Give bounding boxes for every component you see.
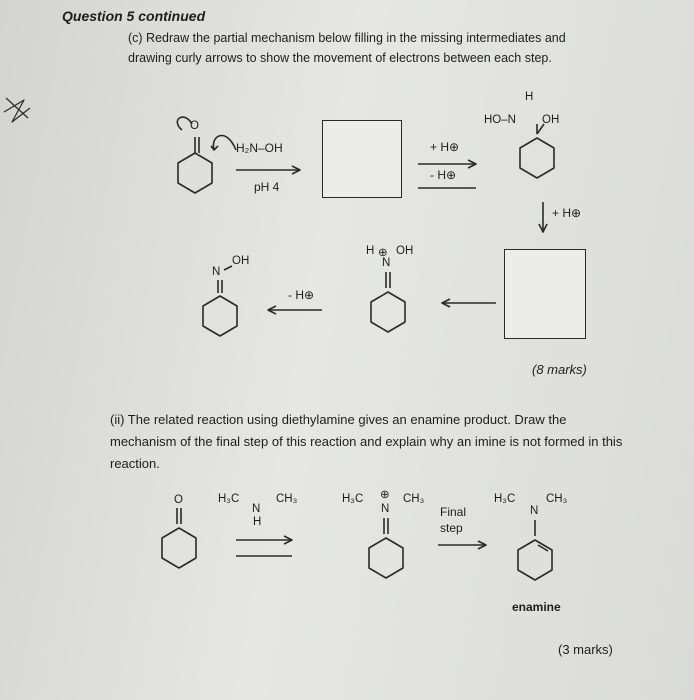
- adduct-ho-n: HO–N: [484, 114, 516, 126]
- iminium-n: N: [382, 257, 391, 269]
- iminium2-ring: [369, 538, 403, 578]
- curly-arrow-from-amine: [211, 136, 236, 150]
- part-c-instructions: (c) Redraw the partial mechanism below filling in the missing intermediates and drawing curly arrows to show the movement of electrons between each step.: [128, 31, 566, 65]
- amine-n: N: [252, 503, 261, 515]
- minus-h-oxime-label: - H⊕: [288, 288, 315, 302]
- iminium2-ch3: CH₃: [403, 493, 425, 505]
- amine-ch3: CH₃: [276, 493, 298, 505]
- enamine-h3c: H₃C: [494, 493, 516, 505]
- iminium2-charge: ⊕: [380, 489, 390, 501]
- enamine-n: N: [530, 505, 539, 517]
- enamine-ring: [518, 540, 552, 580]
- iminium-charge: ⊕: [378, 247, 388, 259]
- plus-h-label: + H⊕: [430, 140, 460, 154]
- part-ii-marks: (3 marks): [558, 642, 613, 657]
- enamine-ch3: CH₃: [546, 493, 568, 505]
- final-step-label: Final step: [440, 505, 467, 535]
- iminium-ring: [371, 292, 405, 332]
- answer-box-intermediate-2[interactable]: [504, 249, 586, 339]
- part-c-marks: (8 marks): [532, 362, 587, 377]
- condition-label: pH 4: [254, 180, 280, 194]
- iminium2-n: N: [381, 503, 390, 515]
- amine-h3c: H₃C: [218, 493, 240, 505]
- ketone2-oxygen: O: [174, 494, 183, 506]
- ketone2-ring: [162, 528, 196, 568]
- iminium2-h3c: H₃C: [342, 493, 364, 505]
- question-heading: Question 5 continued: [62, 8, 206, 24]
- oxime-n-o: [224, 266, 232, 270]
- iminium-h: H: [366, 245, 375, 257]
- adduct-ring: [520, 138, 554, 178]
- oxime-ring: [203, 296, 237, 336]
- amine-h: H: [253, 516, 262, 528]
- ketone-oxygen: O: [190, 120, 199, 132]
- enamine-label: enamine: [512, 600, 561, 614]
- cyclohexanone-ring: [178, 153, 212, 193]
- adduct-oh: OH: [542, 114, 560, 126]
- reagent-label: H₂N–OH: [236, 141, 283, 155]
- oxime-oh: OH: [232, 255, 250, 267]
- iminium-oh: OH: [396, 245, 414, 257]
- adduct-n-h: H: [525, 91, 534, 103]
- plus-h-down-label: + H⊕: [552, 206, 582, 220]
- minus-h-label: - H⊕: [430, 168, 457, 182]
- margin-scribble: [4, 98, 30, 122]
- oxime-n: N: [212, 266, 221, 278]
- part-ii-instructions: (ii) The related reaction using diethylamine gives an enamine product. Draw the mechanism of the final step of this reaction and explain why an imine is not formed in this reaction.: [110, 412, 623, 471]
- answer-box-intermediate-1[interactable]: [322, 120, 402, 198]
